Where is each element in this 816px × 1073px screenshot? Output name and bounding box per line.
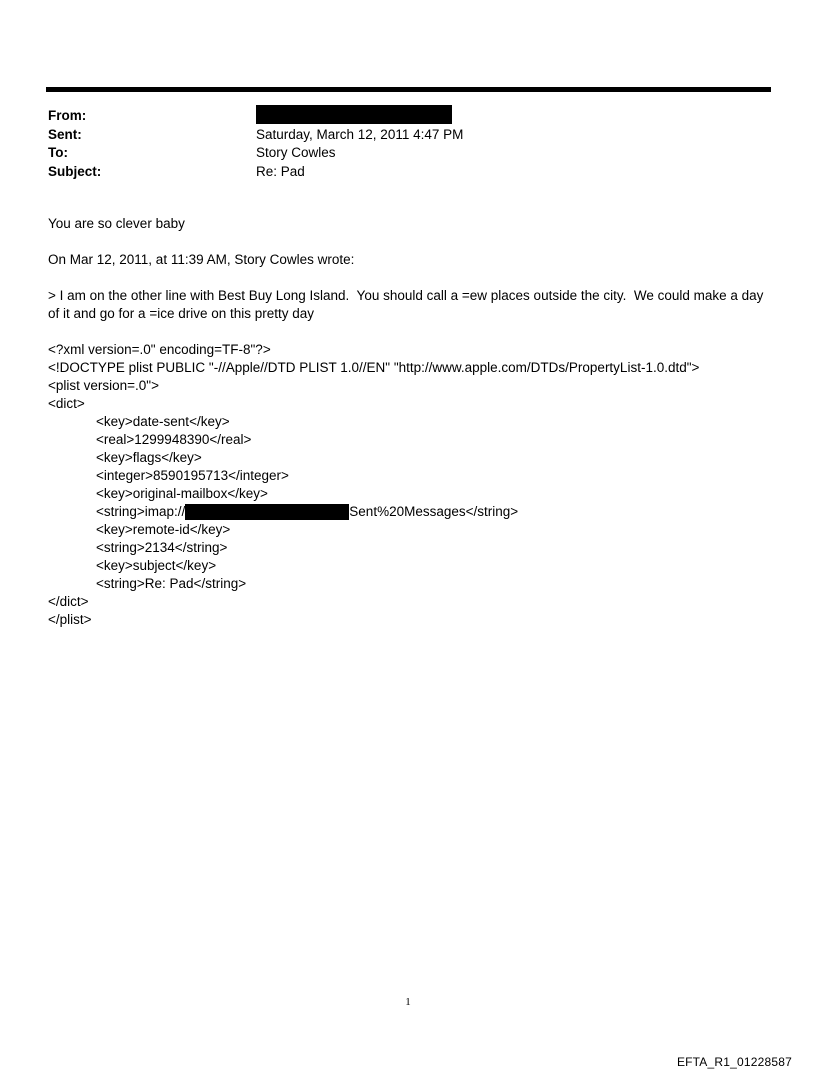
plist-open-tag: <plist version=.0"> [48, 378, 159, 393]
xml-declaration: <?xml version=.0" encoding=TF-8"?> [48, 342, 271, 357]
imap-suffix: Sent%20Messages</string> [349, 504, 519, 519]
subject-value: Re: Pad [256, 163, 305, 179]
plist-line: <integer>8590195713</integer> [96, 468, 289, 483]
to-label: To: [48, 145, 68, 160]
email-body [48, 215, 768, 629]
dict-close-tag: </dict> [48, 594, 89, 609]
plist-line: <key>flags</key> [96, 450, 202, 465]
plist-line: <key>subject</key> [96, 558, 217, 573]
redaction-block [185, 504, 349, 520]
redaction-block [256, 105, 452, 124]
plist-line: <key>date-sent</key> [96, 414, 230, 429]
plist-line: <real>1299948390</real> [96, 432, 252, 447]
quoted-text: > I am on the other line with Best Buy Long Island. You should call a =ew places outside the city. We could make a day of it and go for a =ice drive on this pretty day [48, 288, 768, 321]
imap-line [48, 503, 768, 521]
bates-number: EFTA_R1_01228587 [676, 1055, 792, 1069]
subject-label: Subject: [48, 163, 102, 179]
plist-line: <string>Re: Pad</string> [96, 576, 247, 591]
sent-value: Saturday, March 12, 2011 4:47 PM [256, 126, 464, 142]
plist-line: <key>original-mailbox</key> [96, 486, 268, 501]
to-value: Story Cowles [256, 145, 336, 160]
sent-label: Sent: [48, 126, 82, 142]
page-number: 1 [405, 996, 411, 1008]
plist-block [48, 341, 768, 629]
reply-text: You are so clever baby [48, 216, 185, 231]
plist-close-tag: </plist> [48, 612, 92, 627]
from-value [256, 107, 452, 126]
dict-open-tag: <dict> [48, 396, 85, 411]
attribution-line: On Mar 12, 2011, at 11:39 AM, Story Cowles wrote: [48, 252, 355, 267]
header-rule [46, 87, 771, 92]
plist-line: <key>remote-id</key> [96, 522, 231, 537]
doctype-line: <!DOCTYPE plist PUBLIC "-//Apple//DTD PLIST 1.0//EN" "http://www.apple.com/DTDs/PropertyList-1.0.dtd"> [48, 360, 700, 375]
from-label: From: [48, 108, 87, 123]
plist-line: <string>2134</string> [96, 540, 228, 555]
imap-prefix: <string>imap:// [96, 504, 186, 519]
